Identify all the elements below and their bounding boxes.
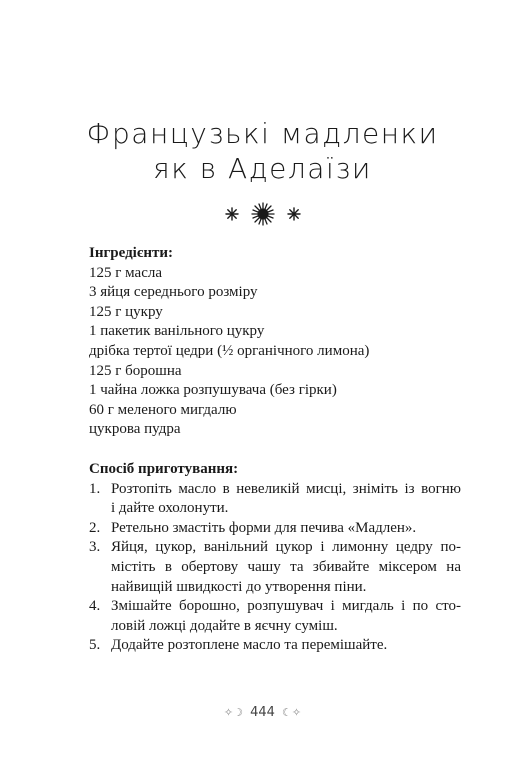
- ingredients-list: [89, 264, 461, 440]
- step-text-line: найвищій швидкості до утворення піни.: [111, 578, 367, 595]
- step-text-line: містіть в обертову чашу та збивайте міксером на: [111, 558, 461, 575]
- step-number: 4.: [89, 598, 101, 615]
- step-number: 3.: [89, 539, 101, 556]
- page-footer: [0, 705, 525, 720]
- moon-star-left-icon: ✧☽: [223, 706, 243, 719]
- moon-star-right-icon: ☾✧: [282, 706, 302, 719]
- ingredient-item: 3 яйця середнього розміру: [89, 284, 258, 301]
- ingredient-item: 125 г масла: [89, 264, 163, 281]
- method-heading: Спосіб приготування:: [89, 460, 239, 477]
- sunburst-stars-icon: [223, 200, 303, 228]
- step-text-line: Додайте розтоплене масло та перемішайте.: [111, 637, 388, 654]
- step-number: 1.: [89, 480, 101, 497]
- step-text-line: Розтопіть масло в невеликій мисці, зніміть із вогню: [111, 480, 461, 497]
- page-number: 444: [250, 705, 275, 720]
- recipe-title-line-1: Французькі мадленки: [86, 117, 439, 150]
- step-number: 2.: [89, 519, 101, 536]
- ingredient-item: 1 пакетик ванільного цукру: [89, 323, 265, 340]
- method-step: [89, 480, 461, 519]
- step-number: 5.: [89, 637, 101, 654]
- method-step: [89, 636, 461, 656]
- ingredients-heading: Інгредієнти:: [89, 245, 173, 261]
- ingredient-item: 125 г борошна: [89, 362, 182, 379]
- ingredient-item: 1 чайна ложка розпушувача (без гірки): [89, 382, 337, 399]
- ingredient-item: цукрова пудра: [89, 421, 181, 438]
- recipe-title: [0, 116, 525, 186]
- recipe-title-line-2: як в Аделаїзи: [153, 152, 372, 185]
- ingredient-item: 125 г цукру: [89, 303, 163, 320]
- method-step: [89, 597, 461, 636]
- step-text-line: Яйця, цукор, ванільний цукор і лимонну цедру по-: [111, 539, 461, 556]
- step-text-line: Змішайте борошно, розпушувач і мигдаль і по сто-: [111, 598, 461, 615]
- ingredient-item: 60 г меленого мигдалю: [89, 401, 237, 418]
- step-text-line: Ретельно змастіть форми для печива «Мадлен».: [111, 519, 417, 536]
- method-step: [89, 538, 461, 597]
- star-ornament-divider: [0, 200, 525, 228]
- step-text-line: ловій ложці додайте в яєчну суміш.: [111, 617, 338, 634]
- method-steps-list: [89, 480, 461, 656]
- ingredient-item: дрібка тертої цедри (½ органічного лимона): [89, 342, 370, 359]
- recipe-body: [89, 244, 461, 656]
- step-text-line: і дайте охолонути.: [111, 500, 229, 517]
- method-step: [89, 519, 461, 539]
